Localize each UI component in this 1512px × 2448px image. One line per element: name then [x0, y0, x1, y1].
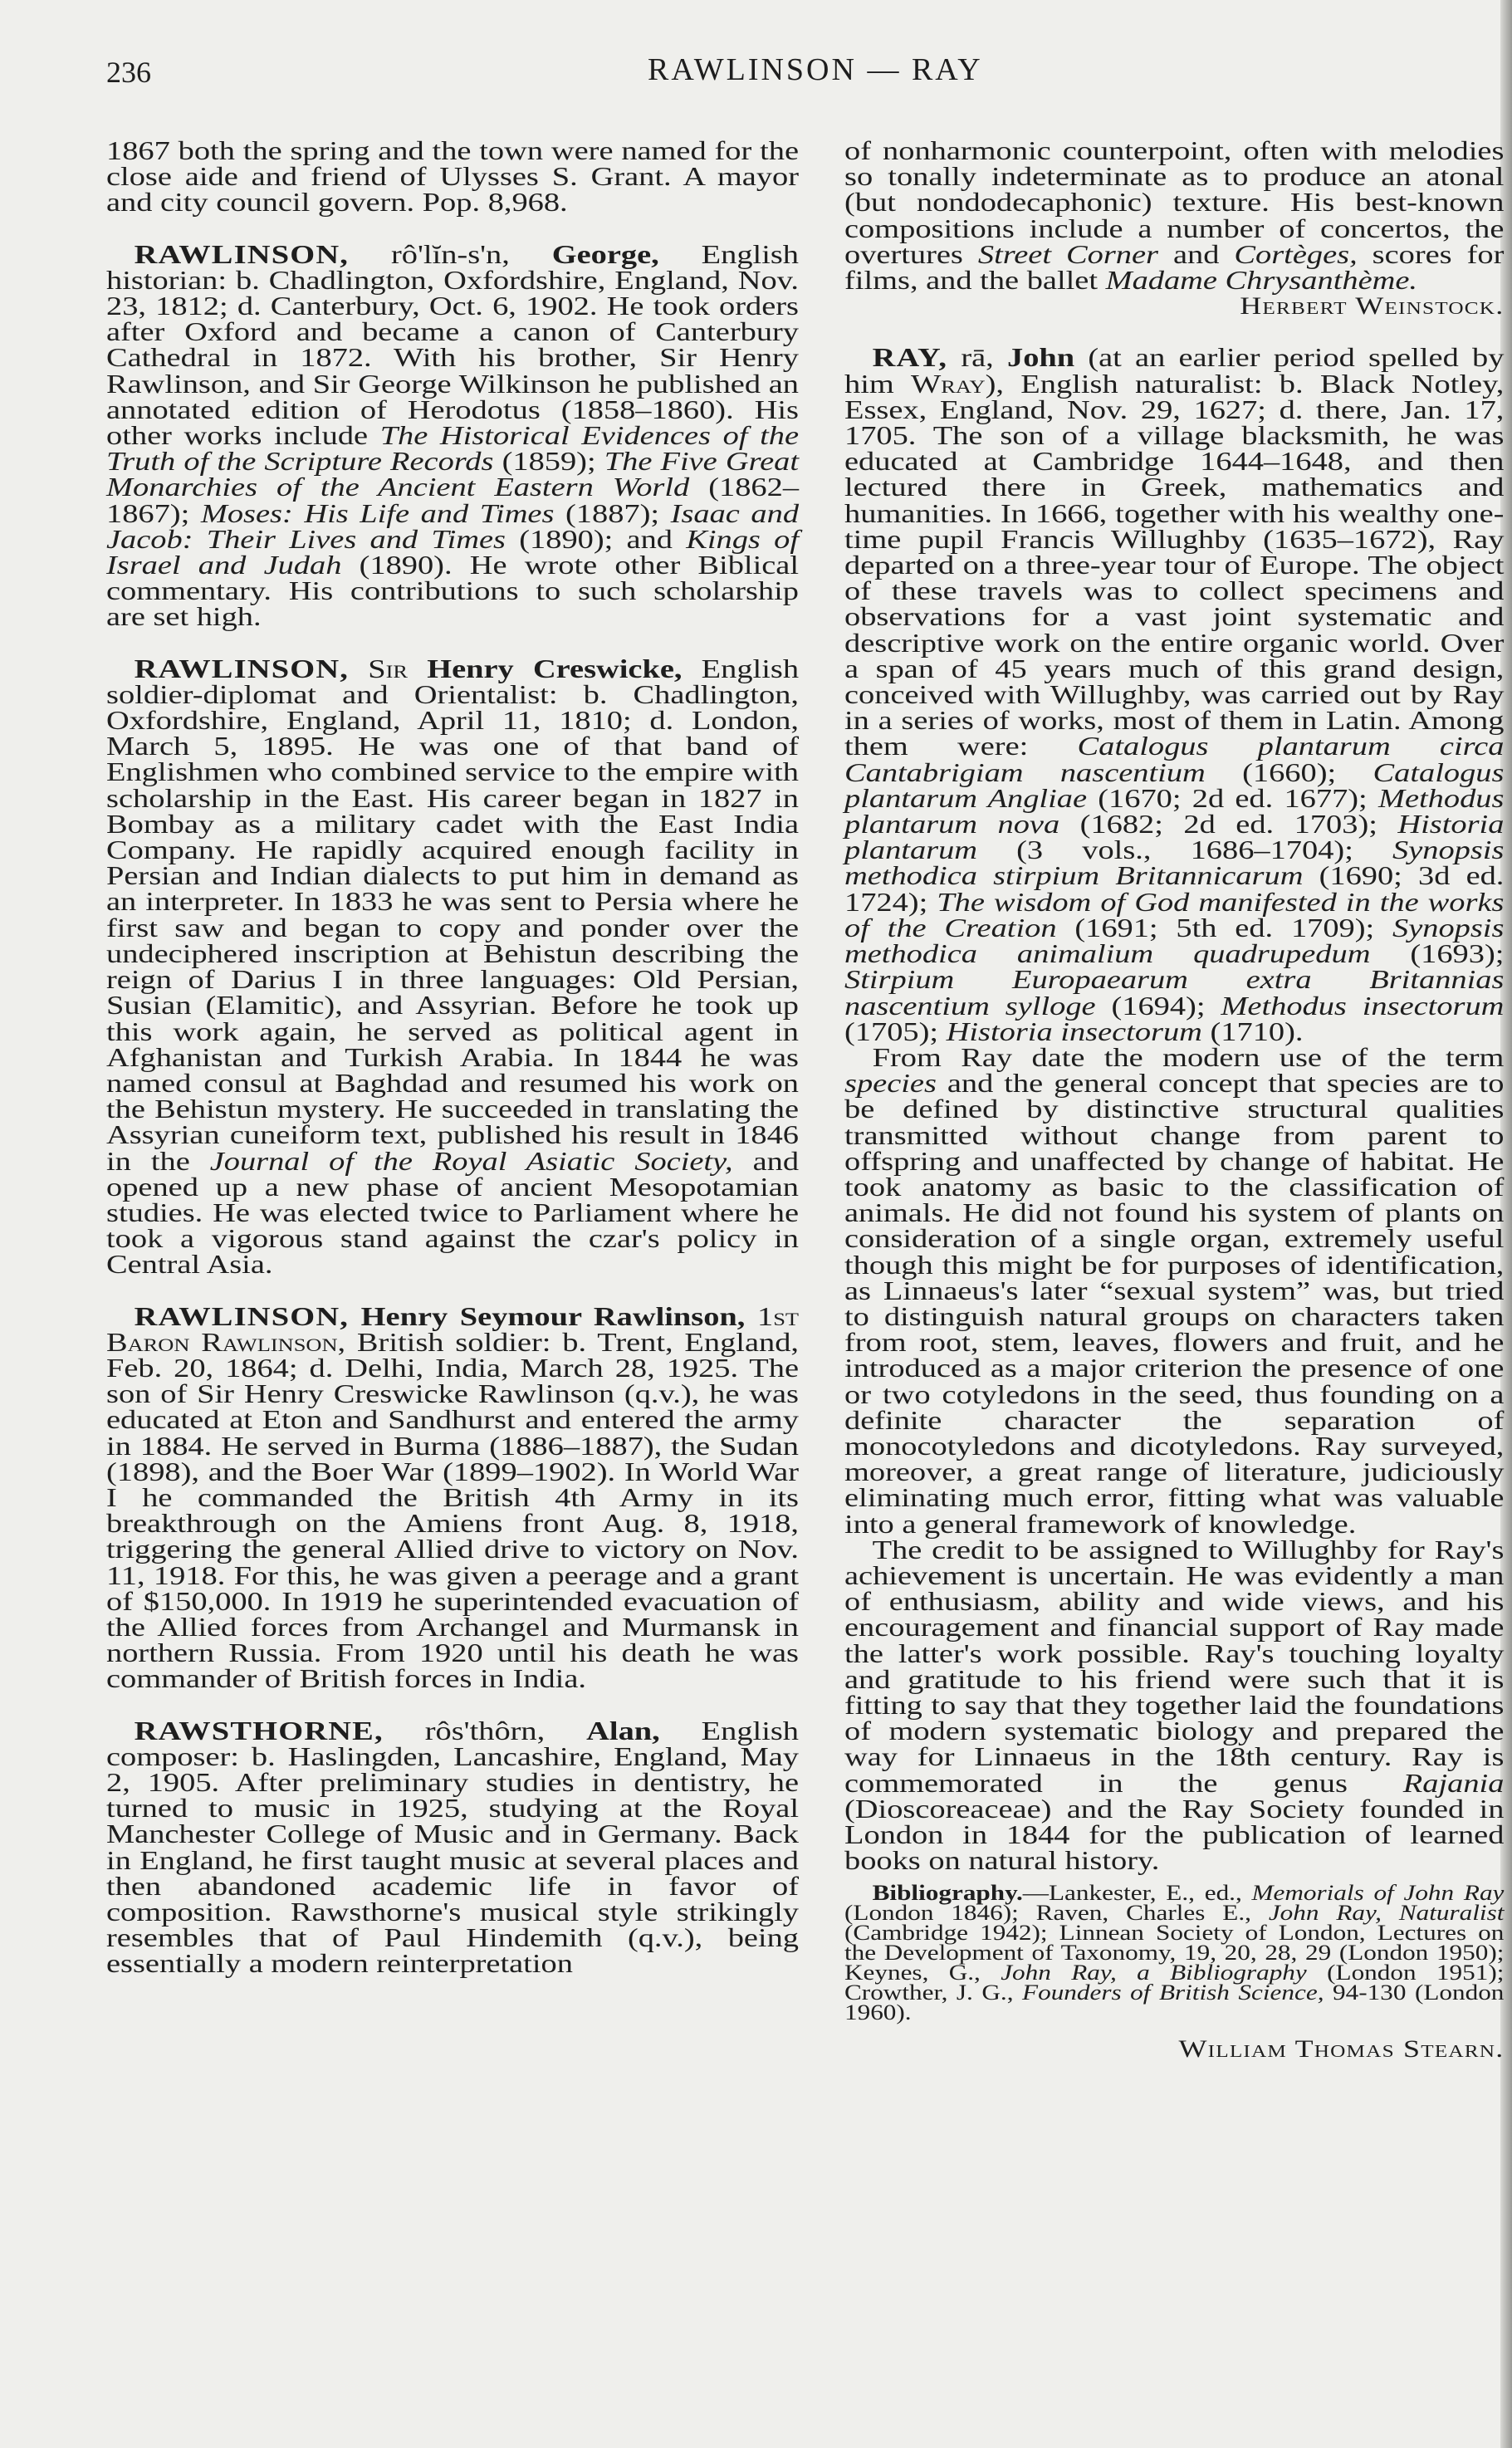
text-run: (1705);	[844, 1016, 947, 1046]
italic-title: Moses: His Life and Times	[200, 497, 555, 528]
entry-headword: RAWLINSON,	[134, 238, 350, 269]
entry-headword: RAY,	[872, 342, 948, 373]
italic-title: Journal of the Royal Asiatic Society,	[209, 1145, 733, 1176]
text-run: (1890). He wrote other Biblical commentary. His contributions to such scholarship are set high.	[106, 550, 800, 632]
running-head: RAWLINSON — RAY	[648, 52, 983, 87]
italic-title: Synopsis methodica animalium quadrupedum	[844, 912, 1505, 969]
paragraph	[844, 1041, 1505, 1539]
text-run: John	[1006, 342, 1075, 373]
text-run: and opened up a new phase of ancient Mesopotamian studies. He was elected twice to Parliament where he took a vigorous stand against the czar's policy in Central Asia.	[106, 1145, 800, 1280]
text-run: and the general concept that species are to be defined by distinctive structural qualities transmitted without change from parent to offspring and unaffected by change of habitat. He took anatomy as basic to the classification of animals. He did not found his system of plants on consideration of a single organ, extremely useful though this might be for purposes of identification, as Linnaeus's later “sexual system” was, but tried to distinguish natural groups on characters taken from root, stem, leaves, flowers and fruit, and he introduced as a major criterion the presence of one or two cotyledons in the seed, thus founding on a definite character the separation of monocotyledons and dicotyledons. Ray surveyed, moreover, a great range of literature, judiciously eliminating much error, fitting what was valuable into a general framework of knowledge.	[844, 1068, 1505, 1539]
text-run: Alan,	[586, 1715, 660, 1745]
text-run: William Thomas Stearn.	[1178, 2035, 1505, 2064]
italic-title: Catalogus plantarum Angliae	[844, 756, 1505, 813]
italic-title: Cortèges,	[1234, 238, 1358, 269]
text-run: rô'lĭn-s'n,	[349, 238, 552, 269]
entry-headword: RAWSTHORNE,	[134, 1715, 384, 1745]
text-run: , British soldier: b. Trent, England, Feb. 20, 1864; d. Delhi, India, March 28, 1925. The son of Sir Henry Creswicke Rawlinson (q.v.), he was educated at Eton and Sandhurst and entered the army in 1884. He served in Burma (1886–1887), the Sudan (1898), and the Boer War (1899–1902). In World War I he commanded the British 4th Army in its breakthrough on the Amiens front Aug. 8, 1918, triggering the general Allied drive to victory on Nov. 11, 1918. For this, he was given a peerage and a grant of $150,000. In 1919 he superintended evacuation of the Allied forces from Archangel and Murmansk in northern Russia. From 1920 until his death he was commander of British forces in India.	[106, 1326, 800, 1694]
italic-title: Stirpium Europaearum extra Britannias nascentium sylloge	[844, 964, 1505, 1021]
text-run: Henry Creswicke,	[427, 653, 683, 683]
italic-title: Methodus plantarum nova	[844, 782, 1505, 840]
text-run: scores for films, and the ballet	[844, 238, 1505, 296]
italic-title: The wisdom of God manifested in the works of the Creation	[844, 886, 1505, 942]
italic-title: John Ray, a Bibliography	[1001, 1961, 1307, 1985]
text-run: From Ray date the modern use of the term	[872, 1041, 1505, 1072]
left-column	[106, 135, 800, 1979]
italic-title: John Ray, Naturalist	[1268, 1901, 1505, 1926]
italic-title: Madame Chrysanthème.	[1105, 265, 1417, 296]
paragraph	[844, 135, 1505, 296]
paragraph	[844, 1534, 1505, 1876]
italic-title: Memorials of John Ray	[1251, 1881, 1505, 1906]
text-run: (3 vols., 1686–1704);	[977, 835, 1392, 865]
encyclopedia-entry	[106, 1300, 800, 1694]
text-run: (1694);	[1095, 990, 1221, 1021]
author-signature	[844, 293, 1504, 319]
italic-title: Rajania	[1402, 1767, 1505, 1798]
italic-title: Synopsis methodica stirpium Britannicarum	[844, 835, 1505, 891]
text-run: (1890); and	[505, 523, 687, 554]
encyclopedia-entry	[844, 342, 1505, 1046]
text-run: of nonharmonic counterpoint, often with melodies so tonally indeterminate as to produce an atonal (but nondodecaphonic) texture. His best-known compositions include a number of concertos, the overtures	[844, 135, 1505, 269]
text-run: Wray	[911, 368, 986, 399]
page-number: 236	[106, 56, 151, 89]
entry-headword: RAWLINSON,	[134, 1300, 350, 1331]
text-run: (1710).	[1201, 1016, 1304, 1046]
italic-title: Founders of British Science,	[1022, 1980, 1324, 2005]
text-run: (London 1846); Raven, Charles E.,	[844, 1901, 1269, 1926]
text-run: George,	[551, 238, 659, 269]
entry-headword: RAWLINSON,	[134, 653, 350, 683]
text-run: 1st Baron Rawlinson	[106, 1300, 800, 1357]
text-run: The credit to be assigned to Willughby for Ray's achievement is uncertain. He was evidently a man of enthusiasm, ability and wide views, and his encouragement and financial support of Ray made the latter's work possible. Ray's touching loyalty and gratitude to his friend were such that it is fitting to say that they together laid the foundations of modern systematic biology and prepared the way for Linnaeus in the 18th century. Ray is commemorated in the genus	[844, 1534, 1505, 1798]
italic-title: Historia insectorum	[946, 1016, 1202, 1046]
text-run: (London 1951); Crowther, J. G.,	[844, 1961, 1505, 2005]
author-signature	[844, 2036, 1504, 2062]
bibliography	[844, 1883, 1504, 2023]
italic-title: Isaac and Jacob: Their Lives and Times	[106, 497, 800, 554]
italic-title: Methodus insectorum	[1221, 990, 1505, 1021]
encyclopedia-entry	[106, 1715, 800, 1979]
text-run: and	[1157, 238, 1235, 269]
text-run: (1859);	[493, 446, 604, 477]
text-run: 94-130 (London 1960).	[844, 1980, 1505, 2025]
text-run: (1862–1867);	[106, 472, 800, 528]
text-run: (Dioscoreaceae) and the Ray Society founded in London in 1844 for the publication of learned books on natural history.	[844, 1793, 1505, 1876]
text-run: (1693);	[1370, 938, 1505, 969]
text-run: (Cambridge 1942); Linnean Society of London, Lectures on the Development of Taxonomy, 19, 20, 28, 29 (London 1950); Keynes, G.,	[844, 1921, 1505, 1985]
text-run: (at an earlier period spelled by him	[844, 342, 1505, 399]
text-run: (1691; 5th ed. 1709);	[1056, 912, 1393, 942]
italic-title: Kings of Israel and Judah	[106, 523, 800, 580]
italic-title: Street Corner	[977, 238, 1158, 269]
text-run: Sir	[368, 653, 409, 683]
italic-title: Catalogus plantarum circa Cantabrigiam nascentium	[844, 731, 1505, 787]
text-run: English composer: b. Haslingden, Lancashire, England, May 2, 1905. After preliminary studies in dentistry, he turned to music in 1925, studying at the Royal Manchester College of Music and in Germany. Back in England, he first taught music at several places and then abandoned academic life in favor of composition. Rawsthorne's musical style strikingly resembles that of Paul Hindemith (q.v.), being essentially a modern reinterpretation	[106, 1715, 800, 1979]
text-run: Herbert Weinstock.	[1240, 292, 1505, 321]
text-run: (1670; 2d ed. 1677);	[1087, 782, 1378, 813]
text-run: Bibliography.	[872, 1881, 1023, 1906]
italic-title: The Five Great Monarchies of the Ancient Eastern World	[106, 446, 800, 502]
text-run: English soldier-diplomat and Orientalist: b. Chadlington, Oxfordshire, England, April 11, 1810; d. London, March 5, 1895. He was one of that band of Englishmen who combined service to the empire with scholarship in the East. His career began in 1827 in Bombay as a military cadet with the East India Company. He rapidly acquired enough facility in Persian and Indian dialects to put him in demand as an interpreter. In 1833 he was sent to Persia where he first saw and began to copy and ponder over the undeciphered inscription at Behistun describing the reign of Darius I in three languages: Old Persian, Susian (Elamitic), and Assyrian. Before he took up this work again, he served as political agent in Afghanistan and Turkish Arabia. In 1844 he was named consul at Baghdad and resumed his work on the Behistun mystery. He succeeded in translating the Assyrian cuneiform text, published his result in 1846 in the	[106, 653, 800, 1176]
italic-title: The Historical Evidences of the Truth of the Scripture Records	[106, 420, 800, 477]
text-run: rā,	[947, 342, 1007, 373]
text-run: Henry Seymour Rawlinson,	[360, 1300, 746, 1331]
encyclopedia-entry	[106, 653, 800, 1280]
italic-title: species	[844, 1068, 937, 1099]
text-run: rôs'thôrn,	[383, 1715, 587, 1745]
text-run: (1682; 2d ed. 1703);	[1059, 809, 1398, 840]
encyclopedia-entry	[106, 238, 800, 632]
text-run: 1867 both the spring and the town were named for the close aide and friend of Ulysses S. Grant. A mayor and city council govern. Pop. 8,968.	[106, 135, 800, 218]
right-column	[844, 135, 1505, 2064]
text-run: English historian: b. Chadlington, Oxfordshire, England, Nov. 23, 1812; d. Canterbury, Oct. 6, 1902. He took orders after Oxford and became a canon of Canterbury Cathedral in 1872. With his brother, Sir Henry Rawlinson, and Sir George Wilkinson he published an annotated edition of Herodotus (1858–1860). His other works include	[106, 238, 800, 451]
text-run: ), English naturalist: b. Black Notley, Essex, England, Nov. 29, 1627; d. there, Jan. 17, 1705. The son of a village blacksmith, he was educated at Cambridge 1644–1648, and then lectured there in Greek, mathematics and humanities. In 1666, together with his wealthy one-time pupil Francis Willughby (1635–1672), Ray departed on a three-year tour of Europe. The object of these travels was to collect specimens and observations for a vast joint systematic and descriptive work on the entire organic world. Over a span of 45 years much of this grand design, conceived with Willughby, was carried out by Ray in a series of works, most of them in Latin. Among them were:	[844, 368, 1505, 761]
text-run: (1660);	[1205, 756, 1373, 787]
text-run: (1690; 3d ed. 1724);	[844, 860, 1505, 917]
text-run: —Lankester, E., ed.,	[1022, 1881, 1252, 1906]
italic-title: Historia plantarum	[844, 809, 1505, 865]
paragraph	[106, 135, 800, 218]
text-run: (1887);	[554, 497, 671, 528]
